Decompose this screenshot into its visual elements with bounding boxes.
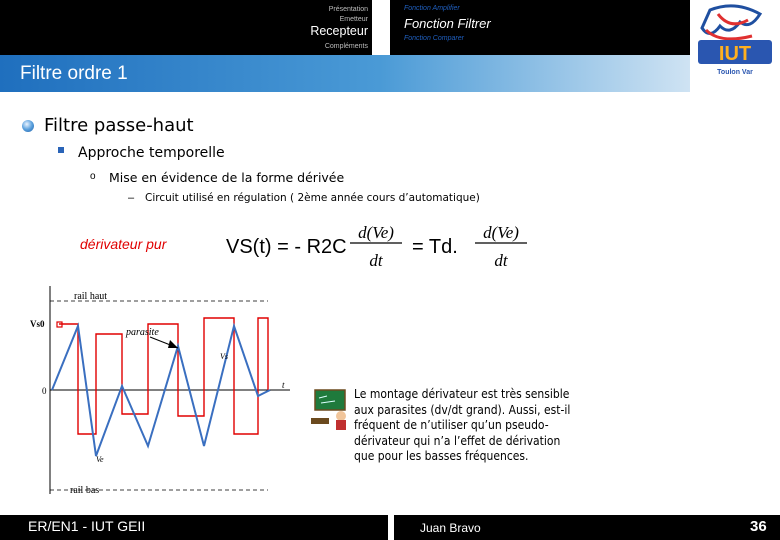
- t-label: t: [282, 380, 285, 390]
- logo-subtext: Toulon Var: [717, 69, 753, 76]
- bullet-level2: Approche temporelle: [78, 145, 225, 161]
- nav-complements[interactable]: Compléments: [324, 43, 368, 50]
- nav-fonction-filtrer[interactable]: Fonction Filtrer: [404, 16, 491, 31]
- header-divider: [372, 0, 390, 55]
- footer-author: Juan Bravo: [420, 521, 481, 535]
- nav-presentation[interactable]: Présentation: [328, 6, 368, 13]
- bullet-level3: Mise en évidence de la forme dérivée: [109, 170, 345, 185]
- nav-emetteur[interactable]: Emetteur: [339, 16, 368, 23]
- vs0-label: Vs0: [30, 319, 45, 329]
- circle-bullet-icon: o: [90, 171, 96, 182]
- arrowhead-icon: [168, 340, 178, 348]
- slide-title: Filtre ordre 1: [20, 63, 128, 84]
- page-number: 36: [750, 518, 767, 535]
- formula-numerator-2: d(Ve): [483, 223, 519, 242]
- formula-left: VS(t) = - R2C: [226, 236, 347, 258]
- formula-mid: = Td.: [412, 236, 458, 258]
- bullet-sphere-icon: [22, 120, 34, 132]
- waveform-figure: [28, 286, 298, 498]
- formula-numerator-1: d(Ve): [358, 223, 394, 242]
- vs-label: Vs: [220, 352, 228, 361]
- dash-bullet-icon: –: [128, 192, 135, 204]
- square-bullet-icon: [58, 147, 64, 153]
- rail-bas-label: rail bas: [70, 485, 100, 496]
- derivative-formula: [226, 222, 536, 272]
- iut-logo: [690, 0, 780, 92]
- teacher-blackboard-icon: [309, 388, 351, 430]
- bullet-level1: Filtre passe-haut: [44, 115, 194, 136]
- bullet-level4: Circuit utilisé en régulation ( 2ème année cours d’automatique): [145, 192, 480, 204]
- formula-denominator-1: dt: [369, 251, 383, 270]
- formula-denominator-2: dt: [494, 251, 508, 270]
- nav-fonction-comparer[interactable]: Fonction Comparer: [404, 35, 464, 42]
- rail-haut-label: rail haut: [74, 291, 108, 302]
- ve-label: Ve: [96, 455, 104, 464]
- note-text: Le montage dérivateur est très sensible aux parasites (dv/dt grand). Aussi, est-il fréquent de n’utiliser qu’un pseudo-dérivateur qui n’a l’effet de dérivation que pour les basses fréquences.: [354, 387, 571, 464]
- ve-triangle-wave: [52, 326, 270, 456]
- derivateur-label: dérivateur pur: [80, 236, 167, 252]
- zero-label: 0: [42, 386, 47, 396]
- nav-recepteur[interactable]: Recepteur: [310, 24, 368, 38]
- logo-text: IUT: [718, 43, 752, 65]
- parasite-label: parasite: [126, 327, 159, 338]
- footer-course: ER/EN1 - IUT GEII: [28, 518, 146, 534]
- nav-fonction-amplifier[interactable]: Fonction Amplifier: [404, 5, 460, 12]
